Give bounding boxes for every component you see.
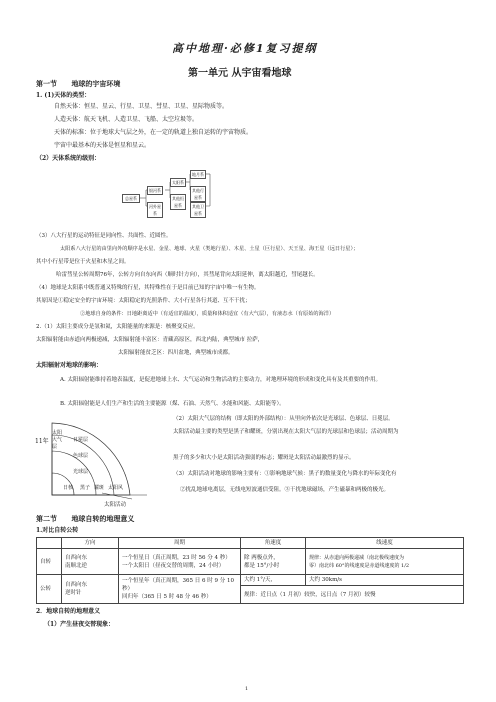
rotation-significance-heading: 2．地球自转的地理意义 [36, 608, 101, 615]
rotation-linear-2: 零）南北纬 60°的线速度是赤道线速度的 1/2 [309, 562, 410, 569]
label-corona: 日冕层 [73, 437, 89, 443]
label-solar-wind: 太阳风 [108, 485, 124, 491]
section1-title: 地球的宇宙环境 [71, 79, 121, 88]
header-direction: 方向 [62, 538, 119, 549]
revolution-direction-cell [62, 575, 119, 604]
document-title: 高中地理·必修1复习提纲 [172, 42, 318, 55]
label-flares: 耀斑 [94, 485, 105, 491]
rotation-angular-1: 除 两极点外， [244, 554, 279, 561]
unit-title: 第一单元 从宇宙看地球 [188, 68, 292, 79]
label-solar-activity: 太阳活动 [104, 502, 127, 508]
sun-activity-types-line: 太阳活动最主要的类型是黑子和耀斑，分别出现在太阳大气层的光球层和色球层；活动周期为 [173, 429, 399, 435]
asteroid-belt-line: 其中小行星带是位于火星和木星之间。 [36, 259, 130, 265]
section2-heading [36, 514, 134, 524]
revolution-period-cell [119, 575, 241, 604]
solar-impact-two-three-line: ②扰乱地球电离层，无线电短波通信受阻。③干扰地球磁场，产生磁暴和两极的极光。 [180, 487, 390, 493]
revolution-angular-cell: 大约 1°/天， [241, 575, 306, 586]
celestial-standard-line: 天体的标准：位于地球大气层之外，在一定的轨道上独自运转的宇宙物质。 [54, 129, 253, 136]
revolution-direction-1: 自西向东 [65, 582, 88, 588]
rotation-period-cell [119, 549, 241, 575]
radiation-poor-line: 太阳辐射能贫乏区：四川盆地，典型城市成都。 [118, 350, 234, 356]
section2-number: 第二节 [36, 514, 57, 523]
table-header-row [37, 538, 464, 549]
radiation-rich-line: 太阳辐射能由赤道向两极递减，太阳辐射能丰富区：青藏高原区，西北内陆，典型城市 拉萨， [36, 337, 264, 343]
solar-impact-line: （3）太阳活动对地球的影响主要有：①影响地球气候：黑子的数量变化与降水的年际变化有 [173, 471, 397, 477]
row-label-revolution: 公转 [37, 575, 62, 604]
rotation-direction-1: 自西向东 [65, 554, 88, 561]
section1-number: 第一节 [36, 79, 57, 88]
table-row-revolution-a [37, 575, 464, 586]
subsection-system-levels: （2）天体系统的级别： [36, 155, 101, 162]
rotation-linear-1: 规律：从赤道向两极递减（南北极线速度为 [309, 554, 405, 561]
revolution-period-3: 回归年（365 日 5 时 48 分 46 秒） [122, 594, 212, 600]
sun-composition-line: 2.（1）太阳主要成分是氢和氦，太阳能量的来源是：核聚变反应。 [36, 324, 199, 330]
page-number: 1 [245, 686, 249, 692]
label-sun-atmosphere: 太阳大气层 [52, 430, 63, 450]
halley-comet-line: 哈雷彗星公转周期76年，公转方向自东向西（顺时针方向），其彗尾背向太阳延伸，离太阳越近，彗尾越长。 [56, 272, 319, 278]
header-linear-velocity: 线速度 [306, 538, 464, 549]
day-night-heading: （1）产生昼夜交替现象： [44, 621, 115, 628]
revolution-linear-speed-cell: 大约 30km/s [306, 575, 464, 586]
rotation-linear-cell [306, 549, 464, 575]
header-period: 周期 [119, 538, 241, 549]
diagram-node-earth-moon: 地月系 [192, 172, 204, 177]
radiation-impact-a: A. 太阳辐射能维持着地表温度，是促进地球上水、大气运动和生物活动的主要动力，对地理环境的形成和变化具有及其重要的作用。 [60, 377, 381, 383]
label-chromosphere: 色球层 [73, 453, 89, 459]
rotation-direction-cell [62, 549, 119, 575]
artificial-bodies-line: 人造天体：航天飞机、人造卫星、飞船、太空垃圾等。 [54, 116, 199, 123]
rotation-period-1: 一个恒星日（真正周期，23 时 56 分 4 秒） [122, 554, 231, 561]
rotation-period-2: 一个太阳日（昼夜交替的周期，24 小时） [122, 562, 225, 569]
reason-two-line: ②地球自身的条件：日地距离适中（有适宜的温度），质量和体积适宜（有大气层），有液态水（有原始的海洋） [80, 311, 335, 317]
revolution-direction-2: 逆时针 [65, 590, 82, 596]
radiation-impact-heading: 太阳辐射对地球的影响： [36, 362, 103, 369]
section1-heading [36, 79, 120, 89]
basic-body-line: 宇宙中最基本的天体是恒星和星云。 [54, 142, 151, 149]
compare-heading: 1.对比自转公转 [36, 527, 79, 534]
revolution-period-2: 秒） [122, 586, 134, 592]
sunspot-indicator-line: 黑子的多少和大小是太阳活动强弱的标志；耀斑是太阳活动最激烈的显示。 [173, 455, 355, 461]
rotation-direction-2: 南顺北逆 [65, 562, 88, 569]
diagram-node-milky-way: 银河系 [149, 188, 161, 193]
revolution-period-1: 一个恒星年（真正周期，365 日 6 时 9 分 10 [122, 578, 234, 584]
diagram-node-total-galaxy: 总星系 [122, 194, 140, 203]
reason-one-line: 其原因是①稳定安全的宇宙环境：太阳稳定的光照条件、大小行星各行其道、互不干扰； [36, 298, 251, 304]
diagram-node-other-satellite-systems: 其他卫星系 [192, 204, 204, 216]
sun-atmosphere-structure-line: （2）太阳大气层的结构（即太阳的外部结构）：从里向外依次是光球层、色球层、日冕层。 [173, 416, 394, 422]
radiation-impact-b: B. 太阳辐射能是人们生产和生活的主要能源（煤、石油、天然气、水能和风能、太阳能等）。 [60, 401, 285, 407]
label-core: 日核 [63, 485, 74, 491]
section2-title: 地球自转的地理意义 [71, 514, 135, 523]
natural-bodies-line: 自然天体：恒星、星云、行星、卫星、彗星、卫星、星际物质等。 [54, 103, 229, 110]
diagram-node-solar-system: 太阳系 [172, 180, 184, 185]
rotation-angular-cell [241, 549, 306, 575]
revolution-linear-rule-cell: 规律：近日点（1 月初）较快，远日点（7 月初）较慢 [241, 586, 464, 604]
label-eleven-years: 11年 [35, 438, 49, 445]
table-row-rotation [37, 549, 464, 575]
planet-motion-line: （3）八大行星的运动特征是同向性、共面性、近圆性。 [36, 233, 172, 239]
diagram-node-other-star-systems: 其他恒星系 [172, 196, 184, 208]
table-corner-cell [37, 538, 62, 549]
planet-order-line: 太阳系八大行星的由里向外的顺序是水星、金星、地球、火星（类地行星）、木星、土星（巨行星）、天王星、海王星（远日行星）； [60, 246, 359, 252]
header-angular-velocity: 角速度 [241, 538, 306, 549]
sun-layers-drawing [42, 415, 162, 505]
rotation-angular-2: 都是 15°/小时 [244, 562, 280, 569]
diagram-node-other-planet-systems: 其他行星系 [192, 188, 204, 200]
diagram-node-extragalactic: 河外星系 [149, 204, 161, 216]
rotation-revolution-table [36, 537, 464, 604]
earth-special-line: （4）地球是太阳系中既普通又特殊的行星，其特殊性在于是目前已知的宇宙中唯一有生物。 [36, 285, 260, 291]
label-sunspots: 黑子 [80, 485, 91, 491]
label-photosphere: 光球层 [73, 469, 89, 475]
row-label-rotation: 自转 [37, 549, 62, 575]
subsection-celestial-types: 1. (1)天体的类型： [36, 92, 91, 99]
